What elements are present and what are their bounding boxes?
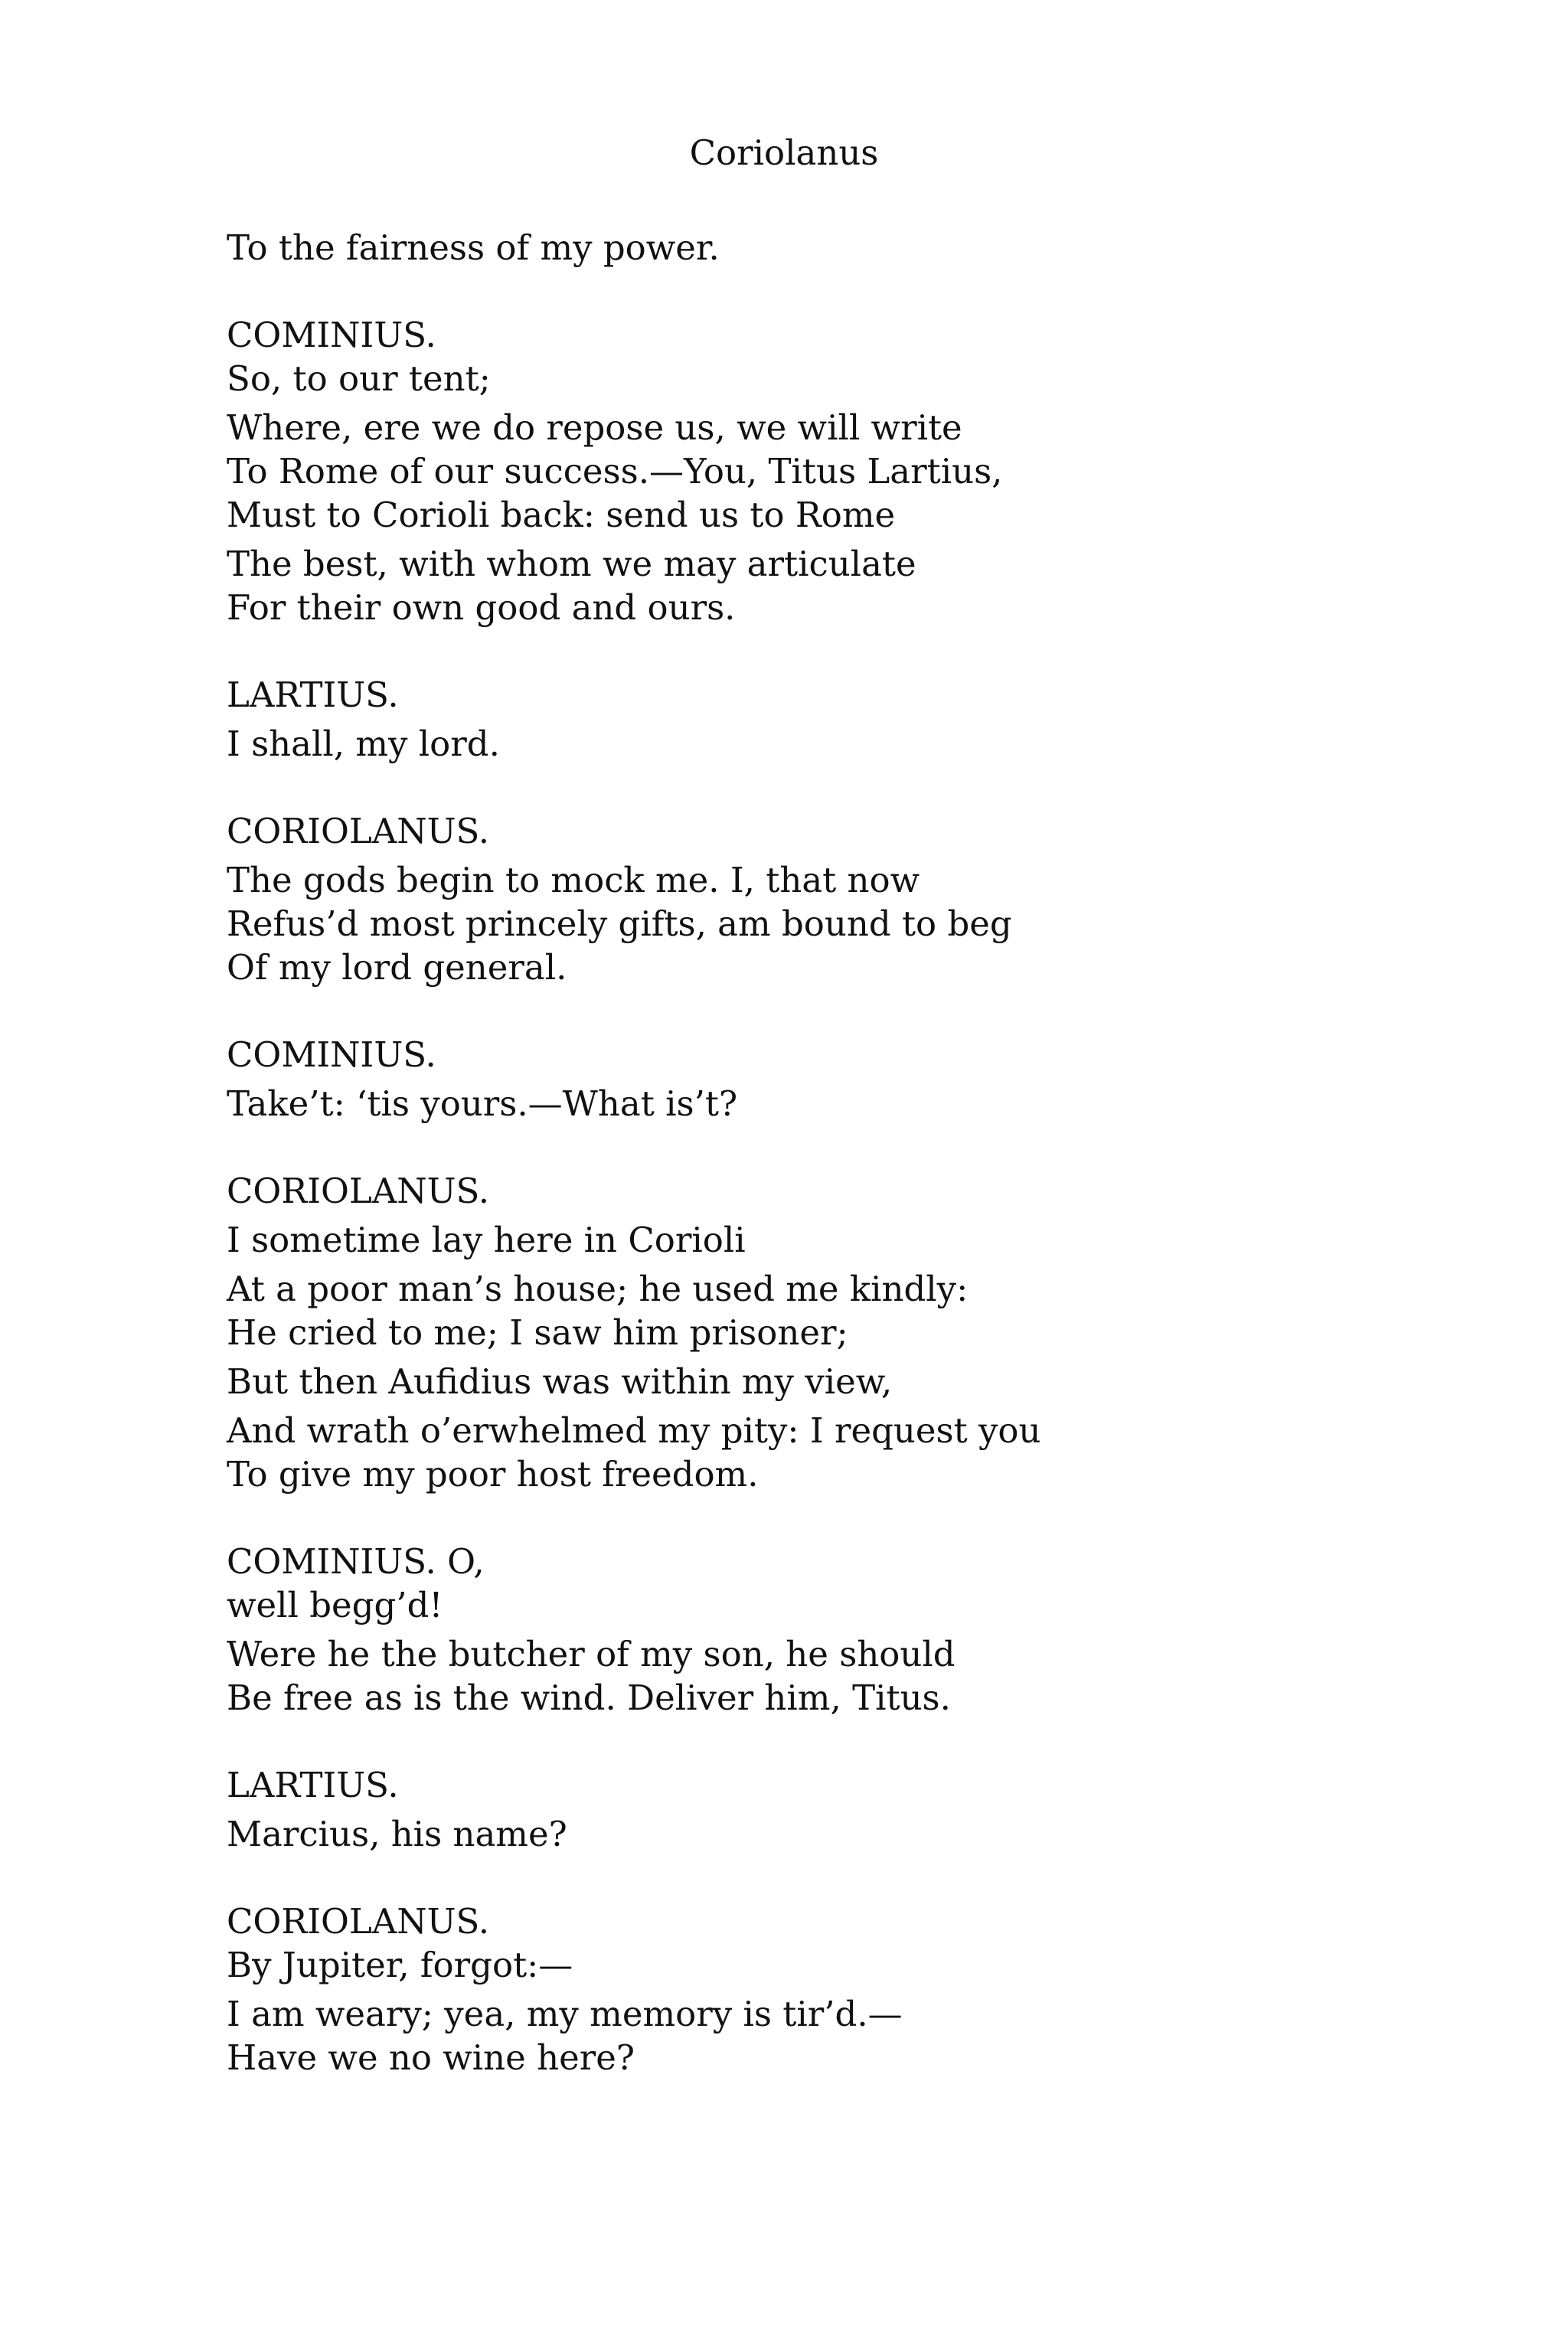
verse-line: To the fairness of my power. bbox=[227, 227, 720, 268]
verse-line: Marcius, his name? bbox=[227, 1814, 567, 1854]
speaker-name: COMINIUS. bbox=[227, 1034, 436, 1075]
verse-line: well begg’d! bbox=[227, 1585, 443, 1625]
play-text bbox=[227, 226, 1375, 2079]
verse-line: I shall, my lord. bbox=[227, 724, 500, 764]
verse-line: Where, ere we do repose us, we will write bbox=[227, 407, 962, 448]
verse-line: Were he the butcher of my son, he should bbox=[227, 1634, 956, 1674]
verse-line: He cried to me; I saw him prisoner; bbox=[227, 1312, 848, 1353]
verse-line: Of my lord general. bbox=[227, 947, 567, 988]
verse-line: So, to our tent; bbox=[227, 358, 491, 399]
speaker-name: COMINIUS. O, bbox=[227, 1541, 485, 1582]
verse-line: To Rome of our success.—You, Titus Lartius, bbox=[227, 451, 1003, 492]
verse-line: Must to Corioli back: send us to Rome bbox=[227, 495, 896, 535]
verse-line: And wrath o’erwhelmed my pity: I request you bbox=[227, 1410, 1041, 1451]
verse-line: But then Aufidius was within my view, bbox=[227, 1361, 893, 1402]
running-header-title: Coriolanus bbox=[689, 132, 879, 173]
speaker-name: COMINIUS. bbox=[227, 315, 436, 355]
verse-line: I sometime lay here in Corioli bbox=[227, 1220, 746, 1260]
verse-line: The gods begin to mock me. I, that now bbox=[227, 860, 920, 900]
verse-line: Refus’d most princely gifts, am bound to beg bbox=[227, 903, 1012, 944]
verse-line: Take’t: ‘tis yours.—What is’t? bbox=[227, 1083, 738, 1124]
verse-line: The best, with whom we may articulate bbox=[227, 544, 916, 584]
verse-line: Be free as is the wind. Deliver him, Titus. bbox=[227, 1677, 951, 1718]
verse-line: Have we no wine here? bbox=[227, 2037, 635, 2078]
verse-line: By Jupiter, forgot:— bbox=[227, 1945, 573, 1985]
verse-line: I am weary; yea, my memory is tir’d.— bbox=[227, 1994, 903, 2034]
speaker-name: CORIOLANUS. bbox=[227, 1171, 490, 1211]
speaker-name: LARTIUS. bbox=[227, 1765, 399, 1805]
speaker-name: LARTIUS. bbox=[227, 675, 399, 715]
verse-line: To give my poor host freedom. bbox=[227, 1454, 759, 1494]
speaker-name: CORIOLANUS. bbox=[227, 1901, 490, 1942]
verse-line: For their own good and ours. bbox=[227, 587, 736, 628]
verse-line: At a poor man’s house; he used me kindly: bbox=[227, 1269, 969, 1309]
speaker-name: CORIOLANUS. bbox=[227, 811, 490, 851]
